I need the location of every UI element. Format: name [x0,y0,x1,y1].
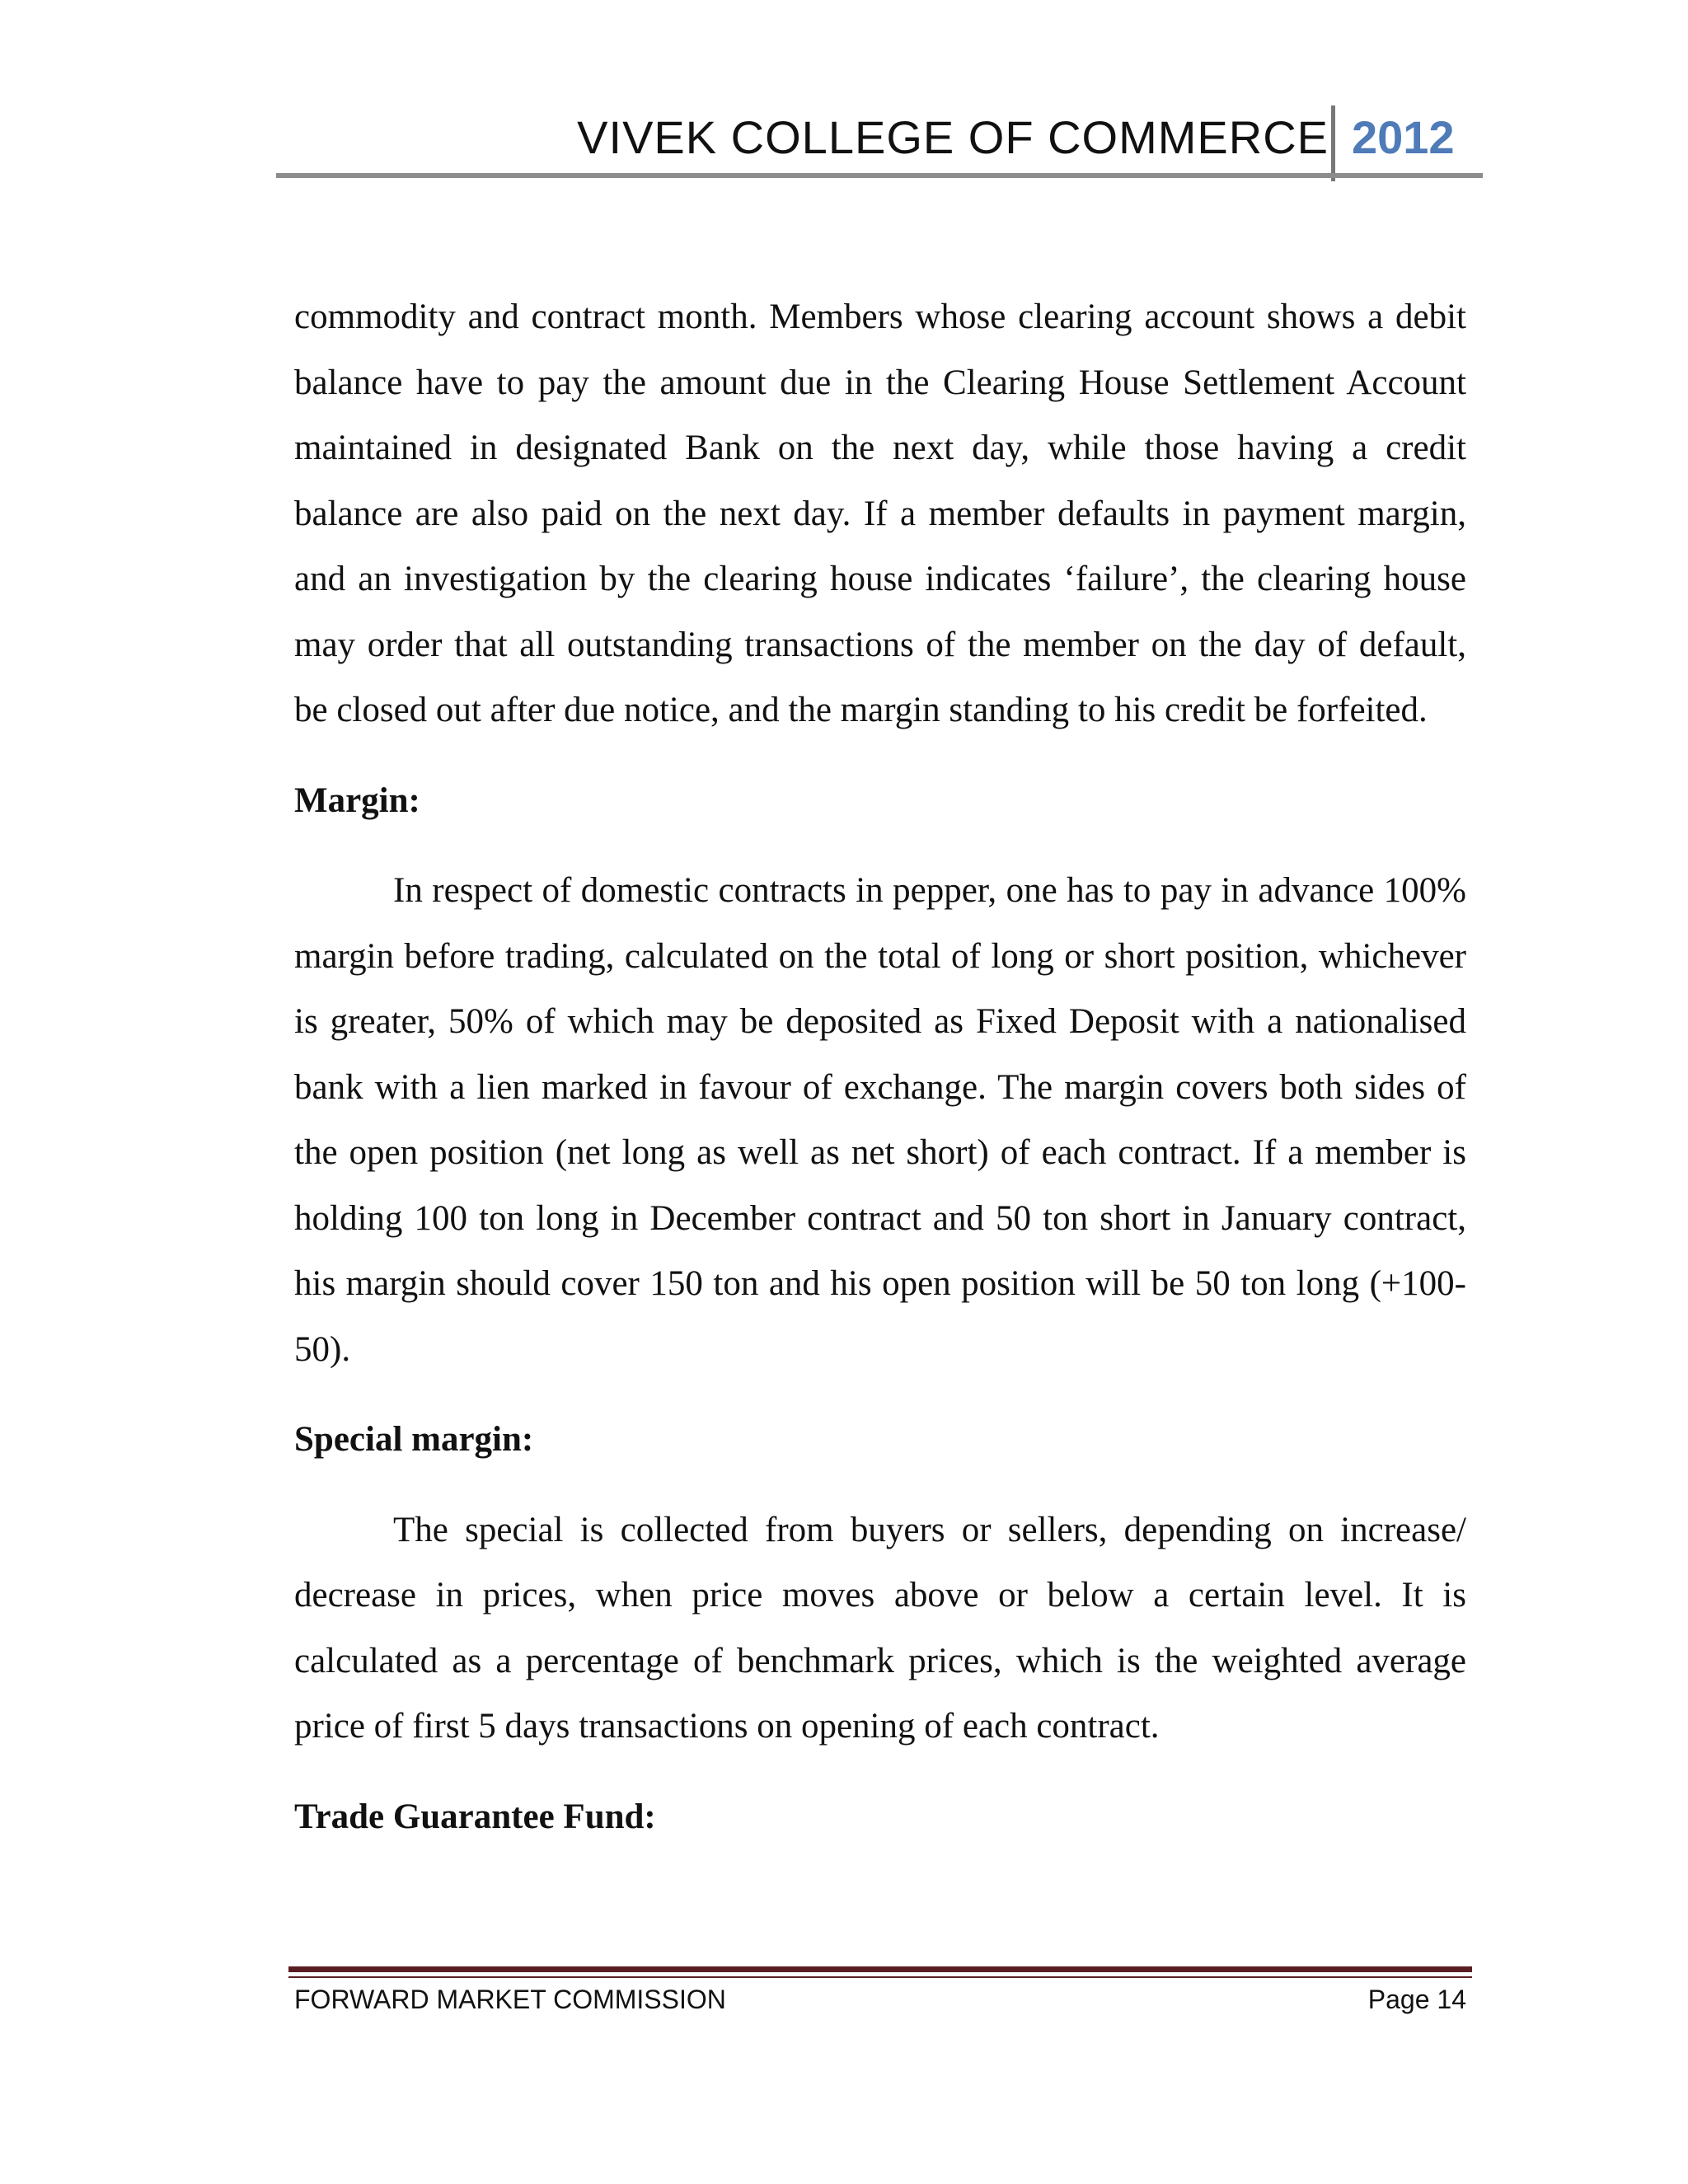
paragraph-margin: In respect of domestic contracts in pepper, one has to pay in advance 100% margin before trading, calculated on the total of long or short position, whichever is greater, 50% of which may be deposited as Fixed Deposit with a nationalised bank with a lien marked in favour of exchange. The margin covers both sides of the open position (net long as well as net short) of each contract. If a member is holding 100 ton long in December contract and 50 ton short in January contract, his margin should cover 150 ton and his open position will be 50 ton long (+100-50). [294,871,1466,1369]
footer-rule [288,1966,1472,1972]
heading-special-margin: Special margin: [294,1420,534,1459]
page-number: Page 14 [1367,1985,1466,2014]
page-content [294,284,1466,1874]
header-rule [276,173,1483,178]
heading-trade-guarantee-fund: Trade Guarantee Fund: [294,1797,656,1836]
header-year: 2012 [1352,111,1455,163]
paragraph-special-margin: The special is collected from buyers or sellers, depending on increase/ decrease in prices, when price moves above or below a certain level. It is calculated as a percentage of benchmark prices, which is the weighted average price of first 5 days transactions on opening of each contract. [294,1510,1466,1746]
header-title: VIVEK COLLEGE OF COMMERCE [577,111,1329,163]
page-header [276,105,1483,181]
paragraph-clearing: commodity and contract month. Members whose clearing account shows a debit balance have to pay the amount due in the Clearing House Settlement Account maintained in designated Bank on the next day, while those having a credit balance are also paid on the next day. If a member defaults in payment margin, and an investigation by the clearing house indicates ‘failure’, the clearing house may order that all outstanding transactions of the member on the day of default, be closed out after due notice, and the margin standing to his credit be forfeited. [294,298,1466,729]
footer-rule-thin [288,1976,1472,1978]
footer-left-text: FORWARD MARKET COMMISSION [294,1985,726,2014]
header-divider [1331,105,1335,181]
heading-margin: Margin: [294,780,420,820]
